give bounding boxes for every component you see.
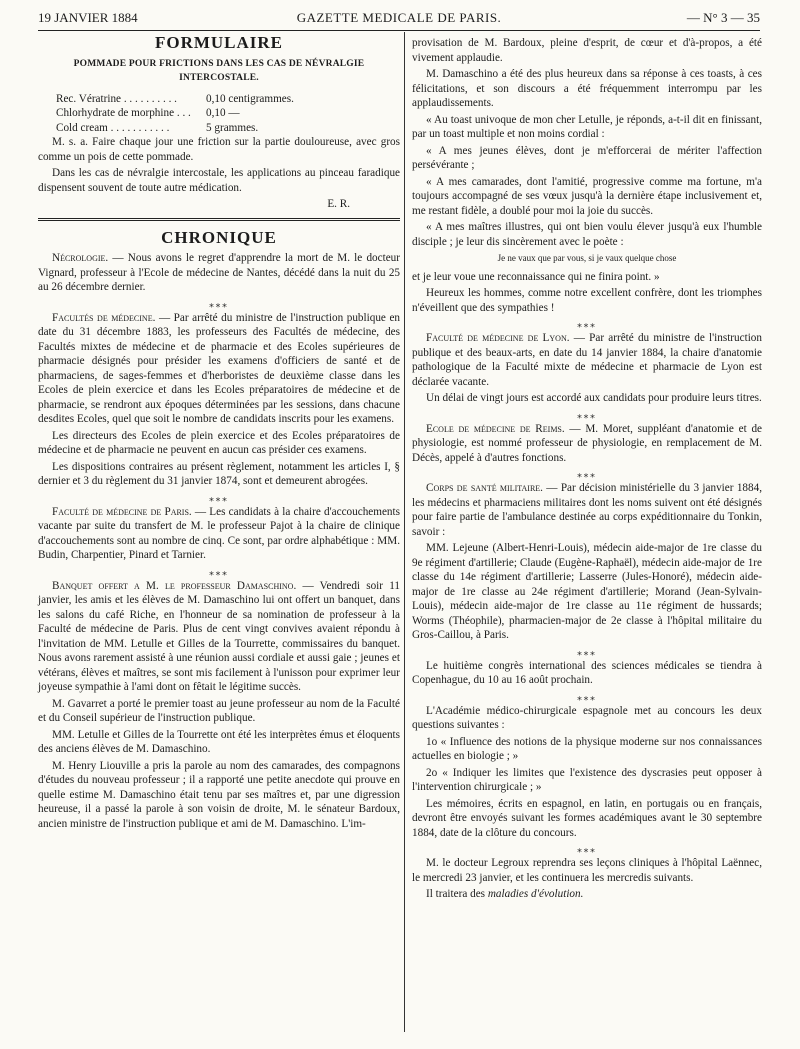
formulaire-signature: E. R. [327, 198, 350, 210]
news-paragraph: « A mes camarades, dont l'amitié, progressive comme ma fortune, m'a toujours accompagné de ses vœux jusqu'à la dernière étape inclusivement et, me restant fidèle, a doublé pour moi la joie du succès. [412, 175, 762, 217]
poem-quote: Je ne vaux que par vous, si je vaux quelque chose [497, 253, 677, 263]
news-paragraph: Facultés de médecine. — Par arrêté du ministre de l'instruction publique en date du 31 décembre 1883, les professeurs des Facultés de médecine, des Facultés mixtes de médecine et de pharmacie et des Ecoles supérieures de pharmacie désignés pour présider les examens d'officiers de santé et de pharmaciens, de sages-femmes et d'herboristes de deuxième classe dans les Ecoles de plein exercice et dans les Ecoles préparatoires de médecine et de pharmacie, se rendront aux époques déterminées par les sessions, dans chacune desdites Ecoles, quel que soit le nombre de candidats inscrits pour les examens. [38, 311, 401, 425]
news-paragraph: MM. Letulle et Gilles de la Tourrette ont été les interprètes émus et éloquents des anciens élèves de M. Damaschino. [38, 728, 400, 755]
section-stars: ⁎⁎⁎ [577, 469, 597, 479]
news-paragraph: Le huitième congrès international des sciences médicales se tiendra à Copenhague, du 10 au 16 août prochain. [412, 659, 762, 686]
formulaire-paragraph: M. s. a. Faire chaque jour une friction sur la partie douloureuse, avec gros comme un pois de cette pommade. [38, 136, 400, 163]
news-paragraph: « Au toast univoque de mon cher Letulle, je réponds, a-t-il dit en finissant, par un toast multiple et non moins cordial : [412, 113, 762, 140]
news-paragraph: M. Gavarret a porté le premier toast au jeune professeur au nom de la Faculté et du Conseil supérieur de l'instruction publique. [38, 697, 400, 724]
news-paragraph: M. Henry Liouville a pris la parole au nom des camarades, des compagnons d'études du nouveau professeur ; il a rapporté une petite anecdote qui prouve en quelle estime M. Damaschino était tenu par ses maîtres et, par une digression heureuse, il a passé la parole à son voisin de droite, M. le sénateur Bardoux, ancien ministre de l'instruction publique et ami de M. Damaschino. L'im- [38, 759, 400, 830]
news-paragraph: et je leur voue une reconnaissance qui ne finira point. » [412, 270, 660, 283]
section-stars: ⁎⁎⁎ [577, 691, 597, 702]
news-paragraph: Banquet offert a M. le professeur Damaschino. — Vendredi soir 11 janvier, les amis et les élèves de M. Damaschino lui ont offert un banquet, dans les salons du café Riche, en l'honneur de sa nomination de professeur à la Faculté de médecine de Paris. Plus de cent vingt convives avaient répondu à l'invitation de MM. Letulle et Gilles de la Tourrette, commissaires du banquet. Nous avons rarement assisté à une réunion aussi cordiale et aussi gaie ; jeunes et vétérans, élèves et maîtres, se sont mis facilement à l'unisson pour exprimer leur joyeuse sympathie à l'ami dont on fêtait le légitime succès. [38, 579, 400, 693]
section-rule [38, 218, 400, 221]
news-paragraph: Faculté de médecine de Lyon. — Par arrêté du ministre de l'instruction publique et des beaux-arts, en date du 14 janvier 1884, la chaire d'anatomie pathologique de la Faculté mixte de médecine et pharmacie de Lyon est déclarée vacante. [412, 332, 762, 388]
news-paragraph: Un délai de vingt jours est accordé aux candidats pour produire leurs titres. [426, 392, 762, 404]
news-paragraph: 2o « Indiquer les limites que l'existence des dyscrasies peut opposer à l'intervention chirurgicale ; » [412, 766, 762, 793]
news-paragraph: Corps de santé militaire. — Par décision ministérielle du 3 janvier 1884, les médecins et pharmaciens militaires dont les noms suivent ont été désignés pour faire partie de l'ambulance destinée au corps expéditionnaire du Tonkin, savoir : [412, 482, 762, 538]
formulaire-subtitle: POMMADE POUR FRICTIONS DANS LES CAS DE NÉVRALGIE INTERCOSTALE. [73, 58, 365, 83]
news-paragraph: M. Damaschino a été des plus heureux dans sa réponse à ces toasts, à ces félicitations, et son discours a été fréquemment interrompu par les applaudissements. [412, 68, 762, 109]
news-paragraph: Ecole de médecine de Reims. — M. Moret, suppléant d'anatomie et de physiologie, est nommé professeur de physiologie, en remplacement de M. Décès, appelé à d'autres fonctions. [412, 422, 762, 464]
page-header [38, 8, 760, 31]
news-paragraph: Nécrologie. — Nous avons le regret d'apprendre la mort de M. le docteur Vignard, professeur à l'Ecole de médecine de Nantes, décédé dans la nuit du 25 au 26 décembre dernier. [38, 252, 400, 293]
rx-row: Chlorhydrate de morphine . . . 0,10 — [56, 107, 240, 119]
news-paragraph: Les directeurs des Ecoles de plein exercice et des Ecoles préparatoires de médecine et de pharmacie ne peuvent en aucun cas présider ces examens. [38, 429, 400, 456]
right-column [412, 36, 762, 904]
news-paragraph: Il traitera des maladies d'évolution. [426, 888, 584, 900]
header-date: 19 JANVIER 1884 [38, 10, 138, 25]
section-stars: ⁎⁎⁎ [577, 646, 597, 657]
news-paragraph: L'Académie médico-chirurgicale espagnole met au concours les deux questions suivantes : [412, 704, 762, 731]
section-stars: ⁎⁎⁎ [577, 844, 597, 854]
header-issue-page: — N° 3 — 35 [686, 10, 760, 25]
section-stars: ⁎⁎⁎ [577, 409, 597, 420]
news-paragraph: M. le docteur Legroux reprendra ses leçons cliniques à l'hôpital Laënnec, le mercredi 23 janvier, et les continuera les mercredis suivants. [412, 857, 762, 884]
section-stars: ⁎⁎⁎ [209, 566, 229, 577]
news-paragraph: Les mémoires, écrits en espagnol, en latin, en portugais ou en français, devront être envoyés suivant les formes académiques avant le 30 septembre 1884, date de la clôture du concours. [412, 797, 762, 839]
news-paragraph: provisation de M. Bardoux, pleine d'esprit, de cœur et d'à-propos, a été vivement applaudie. [412, 37, 762, 64]
left-column [38, 33, 401, 833]
section-stars: ⁎⁎⁎ [209, 492, 229, 503]
news-paragraph: Les dispositions contraires au présent règlement, notamment les articles I, § dernier et 3 du règlement du 31 janvier 1874, sont et demeurent abrogées. [38, 460, 400, 487]
chronique-title: CHRONIQUE [161, 227, 277, 247]
news-paragraph: MM. Lejeune (Albert-Henri-Louis), médecin aide-major de 1re classe du 9e régiment d'artillerie; Claude (Eugène-Raphaël), médecin aide-major de 1re classe du 14e régiment d'artillerie; Lasserre (Jules-Honoré), médecin aide-major de 1re classe au 24e régiment d'artillerie; Morand (Jean-Sylvain-Louis), médecin aide-major de 1re classe au 11e régiment de hussards; Worms (Théophile), pharmacien-major de 2e classe à l'hôpital militaire du Gros-Caillou, à Paris. [412, 542, 762, 641]
rx-row: Cold cream . . . . . . . . . . . 5 grammes. [56, 121, 259, 134]
section-stars: ⁎⁎⁎ [577, 319, 597, 329]
header-journal-title: GAZETTE MEDICALE DE PARIS. [296, 10, 502, 25]
news-paragraph: Heureux les hommes, comme notre excellent confrère, dont les triomphes n'éveillent que des sympathies ! [412, 287, 762, 314]
rx-row: Rec. Vératrine . . . . . . . . . . 0,10 centigrammes. [56, 92, 294, 105]
news-paragraph: Faculté de médecine de Paris. — Les candidats à la chaire d'accouchements vacante par suite du transfert de M. le professeur Pajot à la chaire de clinique d'accouchements sont au nombre de cinq. Ce sont, par ordre alphabétique : MM. Budin, Charpentier, Pinard et Tarnier. [38, 505, 400, 561]
news-paragraph: « A mes maîtres illustres, qui ont bien voulu élever jusqu'à eux l'humble disciple ; je leur dis sincèrement avec le poète : [412, 221, 762, 248]
formulaire-title: FORMULAIRE [154, 33, 284, 52]
section-stars: ⁎⁎⁎ [209, 298, 229, 309]
prescription [56, 92, 400, 136]
column-divider [404, 32, 405, 1032]
news-paragraph: 1o « Influence des notions de la physique moderne sur nos connaissances actuelles en biologie ; » [412, 735, 762, 762]
news-paragraph: « A mes jeunes élèves, dont je m'efforcerai de mériter l'affection persévérante ; [412, 144, 762, 171]
formulaire-paragraph: Dans les cas de névralgie intercostale, les applications au pinceau faradique dispensent souvent de toute autre médication. [38, 167, 400, 194]
